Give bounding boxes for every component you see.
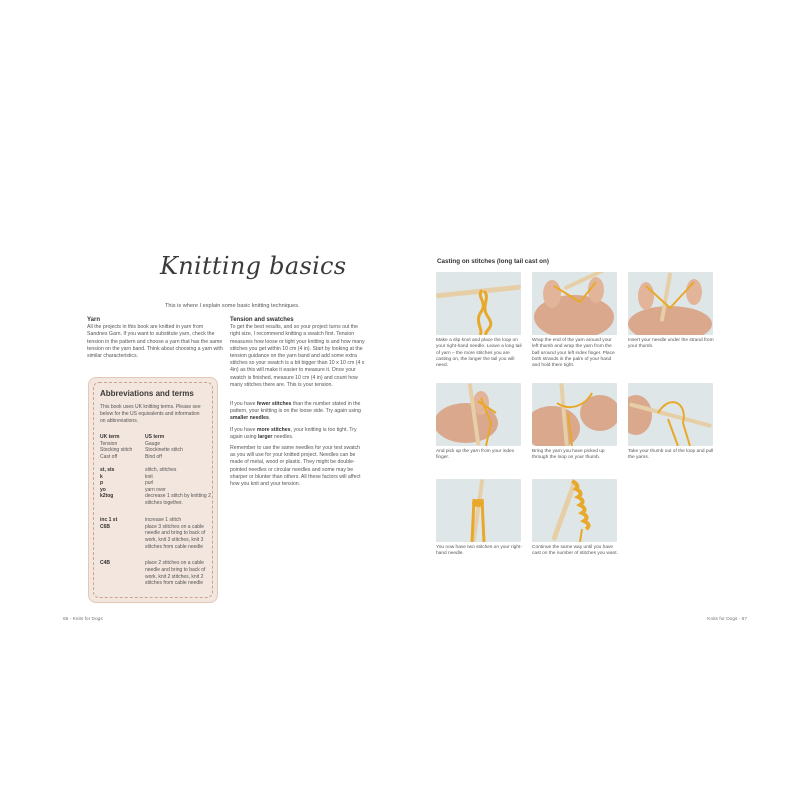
left-page	[55, 230, 400, 630]
book-spread	[55, 230, 755, 630]
page-title: Knitting basics	[160, 252, 347, 280]
step-caption: Continue the same way until you have cast on the number of stitches you want.	[532, 545, 618, 557]
fewer-stitches-text: If you have fewer stitches than the number stated in the pattern, your knitting is on the loose side. Try again using smaller needles.	[230, 401, 361, 422]
step-caption: Wrap the end of the yarn around your left thumb and wrap the yarn from the ball around your left index finger. Place both strands in the palm of your hand and hold them tight.	[532, 338, 615, 369]
step-photo	[436, 479, 521, 542]
step-caption: Insert your needle under the strand from your thumb.	[628, 338, 714, 350]
step-caption: Make a slip knot and place the loop on your right-hand needle. Leave a long tail of yarn – the more stitches you are casting on, the longer the tail you will need.	[436, 338, 522, 369]
box-intro: This book uses UK knitting terms. Please see below for the US equivalents and information on abbreviations.	[100, 404, 201, 424]
step-caption: Bring the yarn you have picked up through the loop on your thumb.	[532, 449, 605, 461]
tension-text: To get the best results, and so your project turns out the right size, I recommend knitting a swatch first. Tension measures how loose or tight your knitting is and how many stitches you get within 10 cm (4 in). Start by looking at the tension guidance on the yarn band and add some extra stitches so your swatch is a bit bigger than 10 x 10 cm (4 x 4in) as this will make it easier to measure it. Once your swatch is finished, measure 10 cm (4 in) and count how many stitches there are. This is your tension.	[230, 324, 365, 388]
yarn-text: All the projects in this book are knitted in yarn from Sandnes Garn. If you want to substitute yarn, check the tension in the pattern and choose a yarn that has the same tension on the yarn band. Think about choosing a yarn with similar characteristics.	[87, 324, 223, 360]
step-caption: You now have two stitches on your right-hand needle.	[436, 545, 522, 557]
tension-heading: Tension and swatches	[230, 317, 294, 323]
step-photo	[436, 272, 521, 335]
step-photo	[532, 383, 617, 446]
left-folio: 66 · Knits for Dogs	[63, 617, 103, 622]
remember-text: Remember to use the same needles for your test swatch as you will use for your knitted project. Needles can be made of metal, wood or plastic. They might be double-pointed needles or circular needles and some may be sharper or blunter than others. All these factors will affect how you knit and your tension.	[230, 445, 361, 488]
more-stitches-text: If you have more stitches, your knitting is too tight. Try again using larger needles.	[230, 426, 357, 440]
section-title: Casting on stitches (long tail cast on)	[437, 258, 549, 265]
abbreviations-box: Abbreviations and terms This book uses UK knitting terms. Please see below for the US equivalents and information on abbreviations. UK term US term Tension Gauge Stocking stitch Stockinette stitch Cast off Bind off st, sts stitch, stitches k knit p purl yo yarn over k2tog decrease 1 stitch by knitting 2 stitches together. inc 1 st increase 1 stitch C6B place 3 stitches on a cable needle and bring to back of work, knit 3 stitches, knit 3 stitches from cable needle C4B place 2 stitches on a cable needle and bring to back of work, knit 2 stitches, knit 2 stitches from cable needle	[88, 377, 218, 603]
box-title: Abbreviations and terms	[100, 389, 194, 398]
step-caption: And pick up the yarn from your index finger.	[436, 449, 515, 461]
step-photo	[628, 383, 713, 446]
step-photo	[532, 272, 617, 335]
tension-section	[230, 317, 365, 492]
step-caption: Take your thumb out of the loop and pull the yarns.	[628, 449, 714, 461]
intro-text: This is where I explain some basic knitting techniques.	[165, 303, 300, 309]
step-photo	[628, 272, 713, 335]
right-folio: Knits for Dogs · 67	[707, 617, 747, 622]
right-page	[432, 230, 755, 630]
step-photo	[436, 383, 521, 446]
step-photo	[532, 479, 617, 542]
yarn-section	[87, 317, 223, 364]
yarn-heading: Yarn	[87, 317, 101, 323]
